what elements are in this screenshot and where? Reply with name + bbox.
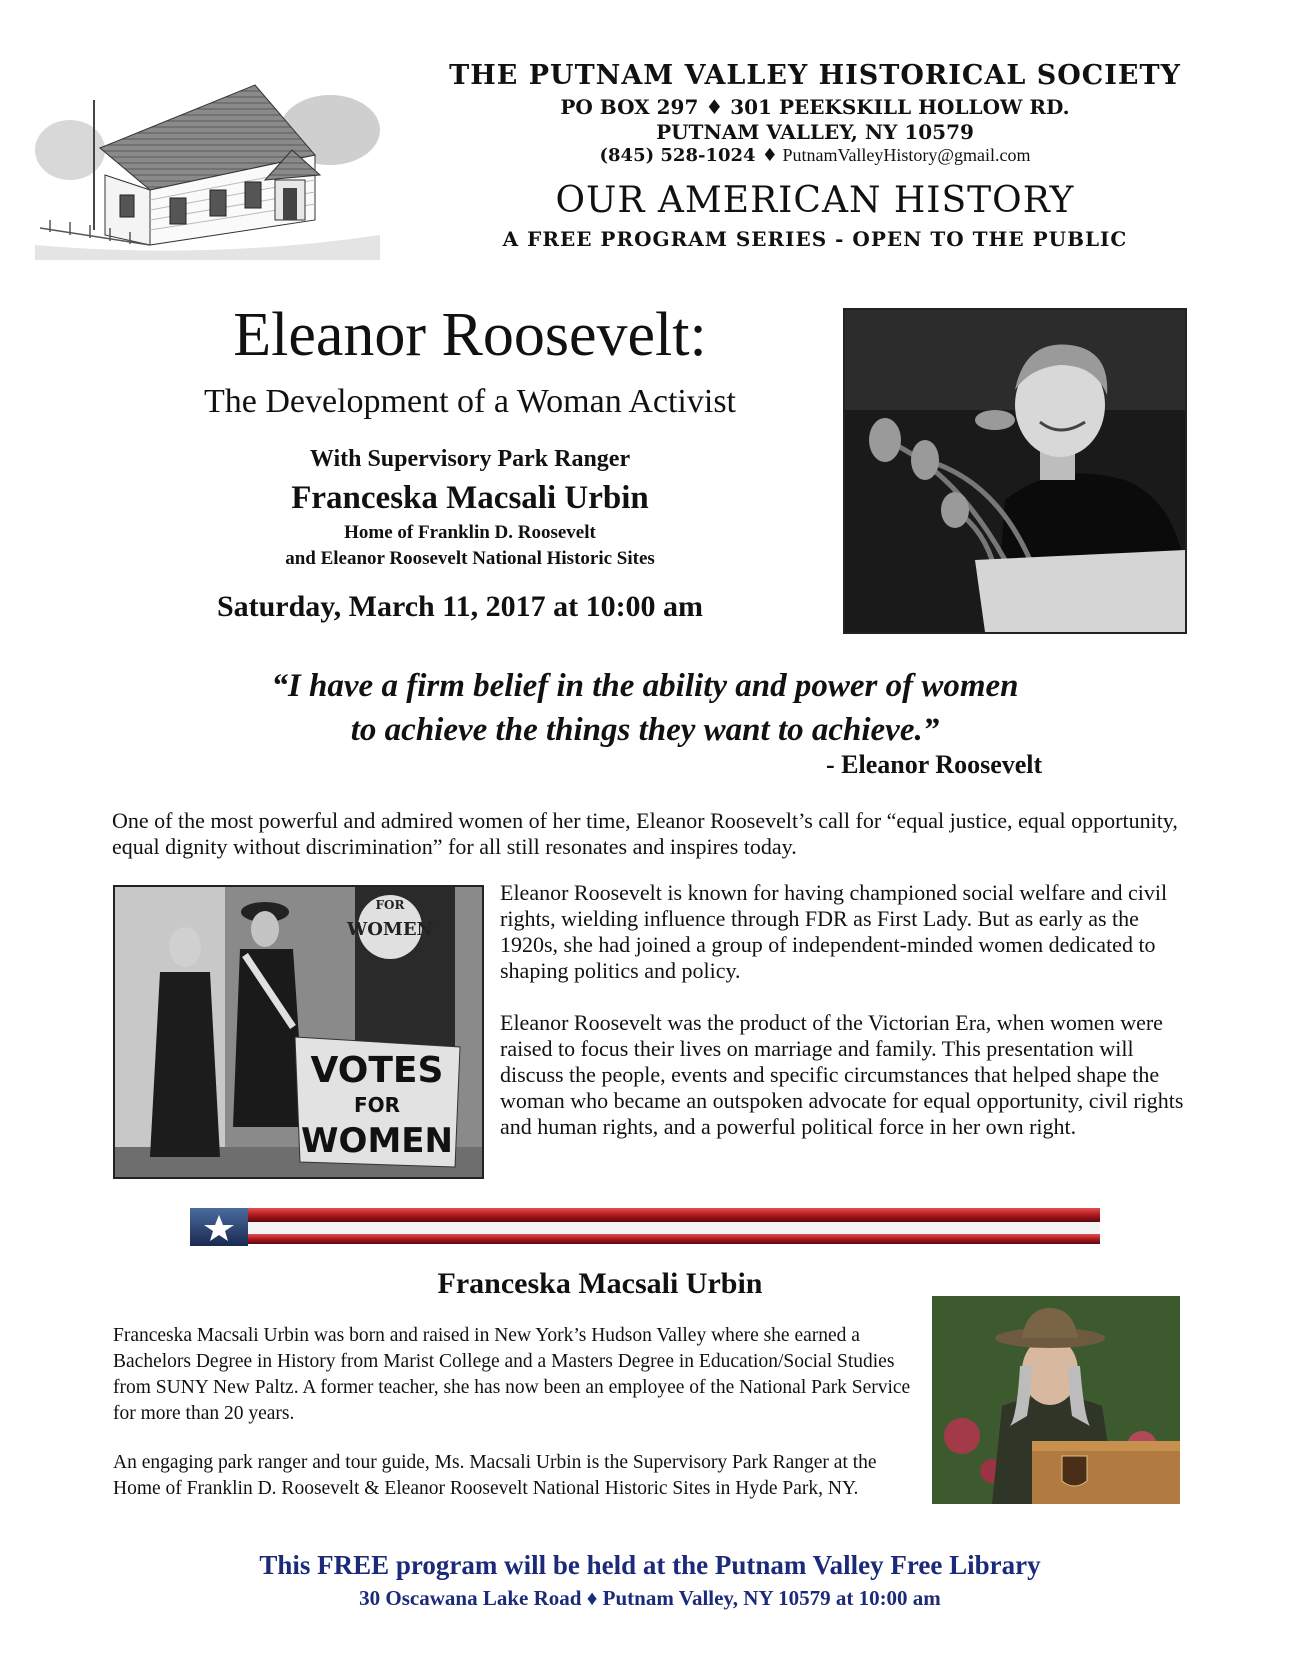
banner-women-text: WOMEN [301,1121,453,1161]
event-title: Eleanor Roosevelt: [233,301,707,369]
bio-title: Franceska Macsali Urbin [437,1267,763,1300]
society-name: THE PUTNAM VALLEY HISTORICAL SOCIETY [449,60,1181,91]
series-title: OUR AMERICAN HISTORY [555,180,1075,221]
intro-paragraph: One of the most powerful and admired women of her time, Eleanor Roosevelt’s call for “equal justice, equal opportunity, equal dignity without discrimination” for all still resonates and inspires today. [112,808,1178,859]
flag-text-bottom: WOMEN [347,919,433,940]
bio-paragraph-1: Franceska Macsali Urbin was born and raised in New York’s Hudson Valley where she earned a Bachelors Degree in History from Marist College and a Masters Degree in Education/Social Studies from SUNY New Paltz. A former teacher, she has now been an employee of the National Park Service for more than 20 years. [113,1325,911,1424]
bio-paragraph-2: An engaging park ranger and tour guide, Ms. Macsali Urbin is the Supervisory Park Ranger at the Home of Franklin D. Roosevelt & Eleanor Roosevelt National Historic Sites in Hyde Park, NY. [113,1452,877,1499]
society-address-line1: PO BOX 297 ♦ 301 PEEKSKILL HOLLOW RD. [560,95,1070,119]
flag-text-top: FOR [375,898,405,912]
speaker-affiliation-line1: Home of Franklin D. Roosevelt [344,522,596,543]
series-subtitle: A FREE PROGRAM SERIES - OPEN TO THE PUBLIC [502,227,1128,251]
quote-line1: “I have a firm belief in the ability and power of women [271,668,1019,704]
body-paragraph-2: Eleanor Roosevelt was the product of the Victorian Era, when women were raised to focus their lives on marriage and family. This presentation will discuss the people, events and specific circumstances that helped shape the woman who became an outspoken advocate for equal opportunity, civil rights and human rights, and a powerful political force in her own right. [500,1010,1184,1139]
footer-venue-line: This FREE program will be held at the Putnam Valley Free Library [259,1550,1041,1580]
event-datetime: Saturday, March 11, 2017 at 10:00 am [216,590,704,623]
society-contact [390,145,1240,166]
eleanor-roosevelt-speaking-photo [843,308,1187,634]
banner-for-text: FOR [353,1093,401,1117]
quote-line2: to achieve the things they want to achieve.” [350,712,940,748]
historical-society-house-illustration [30,70,385,260]
flag-divider [190,1208,1100,1248]
speaker-affiliation-line2: and Eleanor Roosevelt National Historic Sites [285,548,655,569]
banner-votes-text: VOTES [310,1050,444,1091]
event-speaker: Franceska Macsali Urbin [291,480,649,516]
quote-attribution: - Eleanor Roosevelt [826,750,1043,779]
society-address-line2: PUTNAM VALLEY, NY 10579 [656,120,974,144]
votes-for-women-exhibit-photo [113,885,484,1179]
event-subtitle: The Development of a Woman Activist [203,383,736,420]
park-ranger-photo [932,1296,1180,1504]
society-phone: (845) 528-1024 ♦ [599,145,778,166]
event-with-line: With Supervisory Park Ranger [309,446,631,472]
body-paragraph-1: Eleanor Roosevelt is known for having championed social welfare and civil rights, wielding influence through FDR as First Lady. But as early as the 1920s, she had joined a group of independent-minded women dedicated to shaping politics and policy. [500,880,1168,983]
society-email: PutnamValleyHistory@gmail.com [782,145,1031,165]
footer-address-line: 30 Oscawana Lake Road ♦ Putnam Valley, NY 10579 at 10:00 am [359,1586,941,1610]
